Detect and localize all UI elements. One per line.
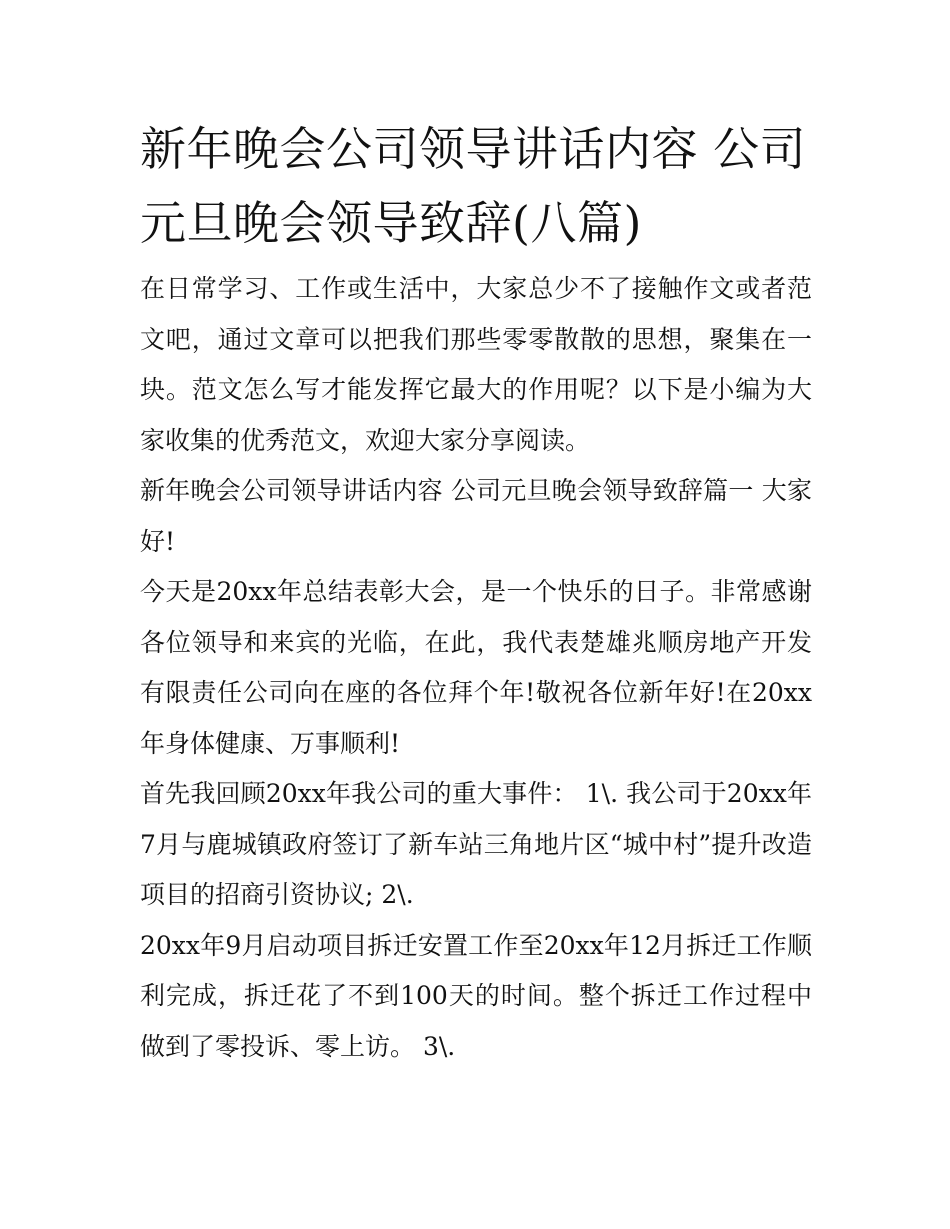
document-body (140, 112, 812, 1072)
paragraph-review: 首先我回顾20xx年我公司的重大事件： 1\. 我公司于20xx年7月与鹿城镇政府签订了新车站三角地片区“城中村”提升改造项目的招商引资协议; 2\. (140, 779, 812, 909)
paragraph-demolition: 20xx年9月启动项目拆迁安置工作至20xx年12月拆迁工作顺利完成，拆迁花了不到100天的时间。整个拆迁工作过程中做到了零投诉、零上访。 3\. (140, 930, 812, 1061)
paragraph-opening: 今天是20xx年总结表彰大会，是一个快乐的日子。非常感谢各位领导和来宾的光临，在此，我代表楚雄兆顺房地产开发有限责任公司向在座的各位拜个年!敬祝各位新年好!在20xx年身体健康、万事顺利! (140, 577, 812, 758)
paragraph-intro: 在日常学习、工作或生活中，大家总少不了接触作文或者范文吧，通过文章可以把我们那些零零散散的思想，聚集在一块。范文怎么写才能发挥它最大的作用呢？以下是小编为大家收集的优秀范文，欢迎大家分享阅读。 (140, 274, 812, 455)
document-title: 新年晚会公司领导讲话内容 公司元旦晚会领导致辞(八篇) (140, 122, 807, 250)
paragraph-greeting: 新年晚会公司领导讲话内容 公司元旦晚会领导致辞篇一 大家好! (140, 476, 812, 556)
